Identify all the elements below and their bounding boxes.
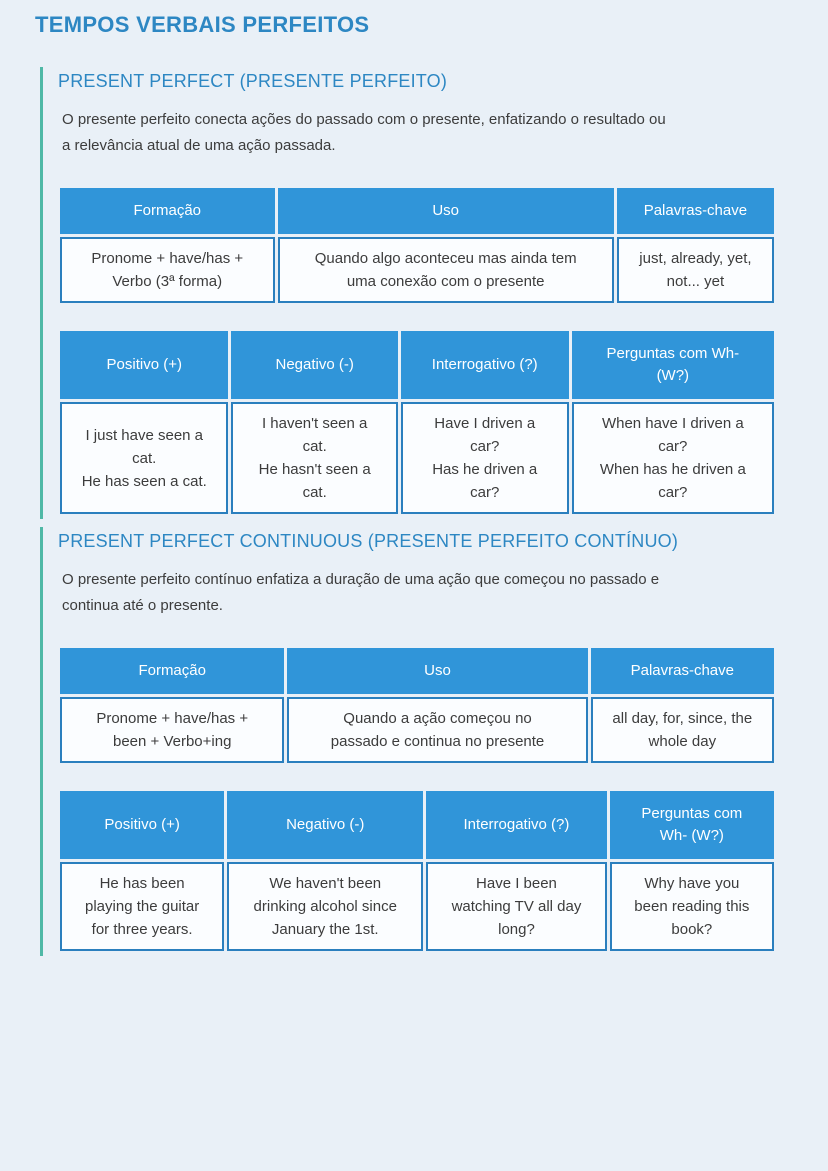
table-row xyxy=(60,237,774,303)
formation-usage-table xyxy=(57,185,777,306)
cell-line: all day, for, since, the xyxy=(612,710,753,727)
cell-line: playing the guitar xyxy=(85,898,200,915)
cell-line: We haven't been xyxy=(269,875,382,892)
cell-line: cat. xyxy=(302,438,327,455)
cell-line: cat. xyxy=(302,484,327,501)
column-header xyxy=(572,331,774,399)
cell-line: Have I been xyxy=(476,875,557,892)
description-line: O presente perfeito contínuo enfatiza a duração de uma ação que começou no passado e xyxy=(62,571,660,588)
header-line: (W?) xyxy=(656,367,690,384)
cell-line: uma conexão com o presente xyxy=(346,273,545,290)
section-heading: PRESENT PERFECT CONTINUOUS (PRESENTE PERFEITO CONTÍNUO) xyxy=(58,531,679,551)
cell-line: passado e continua no presente xyxy=(330,733,545,750)
table-cell xyxy=(426,862,606,951)
header-line: Wh- (W?) xyxy=(659,827,724,844)
cell-line: car? xyxy=(658,438,688,455)
cell-line: Quando a ação começou no xyxy=(343,710,532,727)
cell-line: I just have seen a xyxy=(85,426,204,444)
cell-line: When has he driven a xyxy=(599,461,746,478)
cell-line: He hasn't seen a xyxy=(258,461,371,478)
column-header: Uso xyxy=(287,648,587,694)
column-header xyxy=(426,791,606,859)
table-header-row xyxy=(60,331,774,399)
cell-line: been reading this xyxy=(634,898,750,915)
column-header: Formação xyxy=(60,648,284,694)
table-cell xyxy=(278,237,614,303)
cell-line: not... yet xyxy=(666,273,725,290)
cell-line: just, already, yet, xyxy=(639,250,752,267)
column-header: Palavras-chave xyxy=(617,188,774,234)
cell-line: cat. xyxy=(132,449,157,467)
section-heading: PRESENT PERFECT (PRESENTE PERFEITO) xyxy=(58,71,448,91)
cell-line: car? xyxy=(470,438,500,455)
cell-line: Pronome + have/has + xyxy=(91,250,244,267)
cell-line: Have I driven a xyxy=(434,415,536,432)
cell-line: watching TV all day xyxy=(451,898,582,915)
description-line: a relevância atual de uma ação passada. xyxy=(62,137,336,154)
column-header: Formação xyxy=(60,188,275,234)
section-present-perfect-continuous xyxy=(40,527,788,956)
column-header: Palavras-chave xyxy=(591,648,774,694)
cell-line: Quando algo aconteceu mas ainda tem xyxy=(314,250,577,267)
header-line: Negativo (-) xyxy=(275,356,354,373)
table-row xyxy=(60,402,774,514)
examples-table xyxy=(57,788,777,954)
header-line: Perguntas com xyxy=(641,805,743,822)
cell-line: for three years. xyxy=(91,921,193,938)
cell-line: long? xyxy=(498,921,535,938)
table-header-row xyxy=(60,648,774,694)
section-description xyxy=(62,567,788,619)
cell-line: He has been xyxy=(99,875,185,892)
column-header xyxy=(60,331,228,399)
section-description xyxy=(62,107,788,159)
table-cell xyxy=(610,862,774,951)
table-header-row xyxy=(60,791,774,859)
table-cell xyxy=(60,697,284,763)
section-present-perfect xyxy=(40,67,788,519)
cell-line: Pronome + have/has + xyxy=(96,710,249,727)
table-cell xyxy=(227,862,423,951)
cell-line: been + Verbo+ing xyxy=(112,733,232,750)
cell-line: whole day xyxy=(648,733,717,750)
cell-line: He has seen a cat. xyxy=(81,472,207,490)
table-cell xyxy=(60,402,228,514)
table-cell xyxy=(287,697,587,763)
column-header xyxy=(401,331,569,399)
cell-line: book? xyxy=(671,921,713,938)
table-cell xyxy=(60,862,224,951)
header-line: Interrogativo (?) xyxy=(431,356,538,373)
table-cell xyxy=(60,237,275,303)
table-cell xyxy=(617,237,774,303)
cell-line: car? xyxy=(658,484,688,501)
examples-table xyxy=(57,328,777,517)
cell-line: car? xyxy=(470,484,500,501)
table-cell xyxy=(231,402,397,514)
cell-line: When have I driven a xyxy=(601,415,744,432)
column-header xyxy=(227,791,423,859)
table-cell xyxy=(591,697,774,763)
header-line: Perguntas com Wh- xyxy=(606,345,740,362)
table-cell xyxy=(572,402,774,514)
description-line: O presente perfeito conecta ações do passado com o presente, enfatizando o resultado ou xyxy=(62,111,666,128)
page-title: TEMPOS VERBAIS PERFEITOS xyxy=(35,12,370,37)
cell-line: Has he driven a xyxy=(432,461,538,478)
header-line: Positivo (+) xyxy=(106,356,182,373)
column-header xyxy=(231,331,397,399)
column-header: Uso xyxy=(278,188,614,234)
table-cell xyxy=(401,402,569,514)
cell-line: January the 1st. xyxy=(271,921,379,938)
table-row xyxy=(60,862,774,951)
column-header xyxy=(60,791,224,859)
cell-line: Why have you xyxy=(644,875,740,892)
cell-line: drinking alcohol since xyxy=(253,898,397,915)
header-line: Negativo (-) xyxy=(286,816,365,833)
description-line: continua até o presente. xyxy=(62,597,223,614)
column-header xyxy=(610,791,774,859)
header-line: Interrogativo (?) xyxy=(463,816,570,833)
cell-line: I haven't seen a xyxy=(261,415,368,432)
table-row xyxy=(60,697,774,763)
table-header-row xyxy=(60,188,774,234)
formation-usage-table xyxy=(57,645,777,766)
header-line: Positivo (+) xyxy=(104,816,180,833)
cell-line: Verbo (3ª forma) xyxy=(112,273,223,290)
